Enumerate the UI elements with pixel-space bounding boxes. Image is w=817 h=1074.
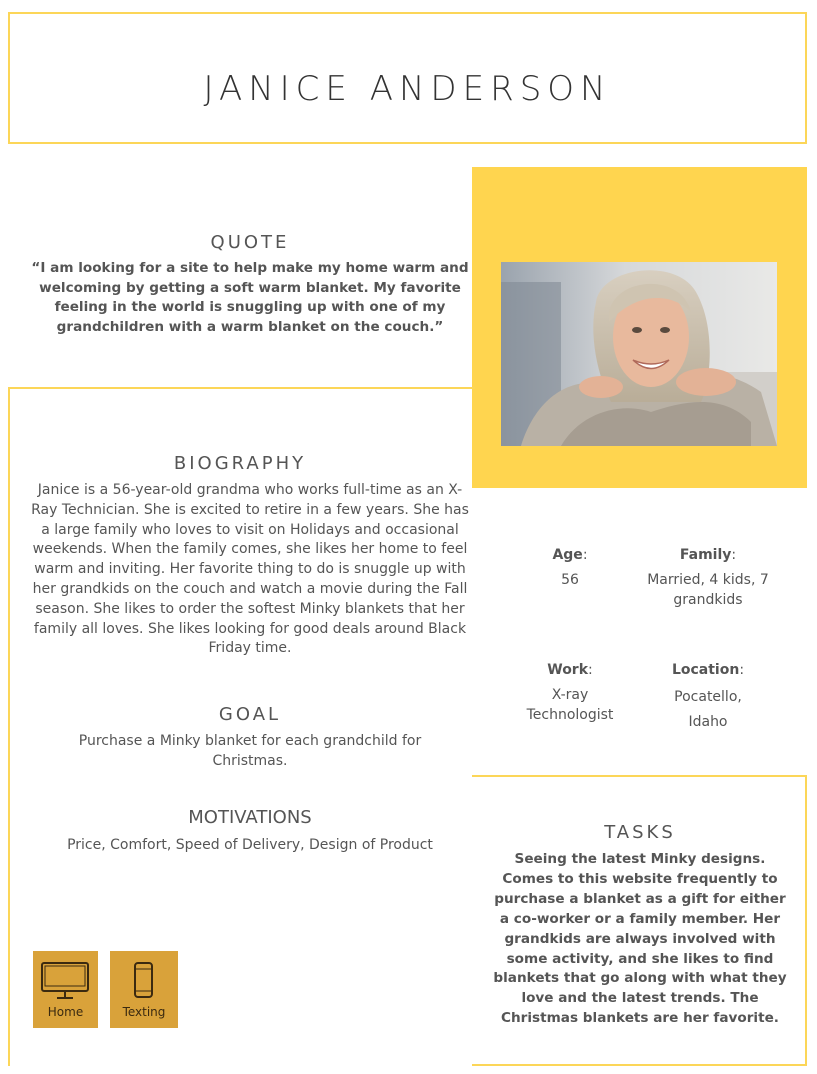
stat-location-value: Pocatello, Idaho bbox=[674, 689, 742, 730]
persona-photo bbox=[501, 262, 777, 446]
biography-heading: BIOGRAPHY bbox=[173, 453, 307, 474]
stat-work: Work: X-ray Technologist bbox=[495, 660, 645, 725]
persona-name: JANICE ANDERSON bbox=[203, 69, 612, 109]
device-texting-label: Texting bbox=[122, 1005, 166, 1019]
stat-family: Family: Married, 4 kids, 7 grandkids bbox=[633, 545, 783, 610]
desktop-monitor-icon bbox=[33, 959, 98, 1004]
smartphone-icon bbox=[110, 959, 178, 1004]
quote-heading: QUOTE bbox=[210, 232, 290, 253]
stat-location-label: Location bbox=[671, 662, 740, 678]
tasks-heading: TASKS bbox=[604, 822, 676, 843]
stat-age-label: Age bbox=[552, 547, 583, 563]
stat-work-label: Work bbox=[547, 662, 589, 678]
motivations-heading: MOTIVATIONS bbox=[188, 807, 312, 828]
quote-section bbox=[30, 232, 470, 337]
goal-heading: GOAL bbox=[218, 704, 282, 725]
motivations-text: Price, Comfort, Speed of Delivery, Design of Product bbox=[67, 837, 433, 853]
device-home-label: Home bbox=[47, 1005, 84, 1019]
goal-text: Purchase a Minky blanket for each grandchild for Christmas. bbox=[78, 733, 422, 769]
stat-family-value: Married, 4 kids, 7 grandkids bbox=[647, 572, 769, 608]
photo-panel bbox=[472, 167, 807, 488]
stat-location: Location: Pocatello, Idaho bbox=[633, 660, 783, 735]
device-home bbox=[33, 951, 98, 1028]
quote-text: “I am looking for a site to help make my home warm and welcoming by getting a soft warm blanket. My favorite feeling in the world is snuggling up with one of my grandchildren with a warm blanket on the couch.” bbox=[31, 260, 469, 335]
stat-work-value: X-ray Technologist bbox=[526, 687, 614, 723]
name-header-box bbox=[8, 12, 807, 144]
stat-family-label: Family bbox=[679, 547, 732, 563]
stat-age-value: 56 bbox=[561, 572, 579, 588]
tasks-text: Seeing the latest Minky designs. Comes to this website frequently to purchase a blanket as a gift for either a co-worker or a family member. Her grandkids are always involved with some activity, and she likes to find blankets that go along with what they love and the latest trends. The Christmas blankets are her favorite. bbox=[493, 851, 787, 1027]
biography-text: Janice is a 56-year-old grandma who works full-time as an X-Ray Technician. She is excited to retire in a few years. She has a large family who loves to visit on Holidays and occasional weekends. When the family comes, she likes her home to feel warm and inviting. Her favorite thing to do is snuggle up with her grandkids on the couch and watch a movie during the Fall season. She likes to order the softest Minky blankets that her family all loves. She likes looking for good deals around Black Friday time. bbox=[31, 482, 469, 657]
stat-age: Age: 56 bbox=[495, 545, 645, 590]
device-texting bbox=[110, 951, 178, 1028]
